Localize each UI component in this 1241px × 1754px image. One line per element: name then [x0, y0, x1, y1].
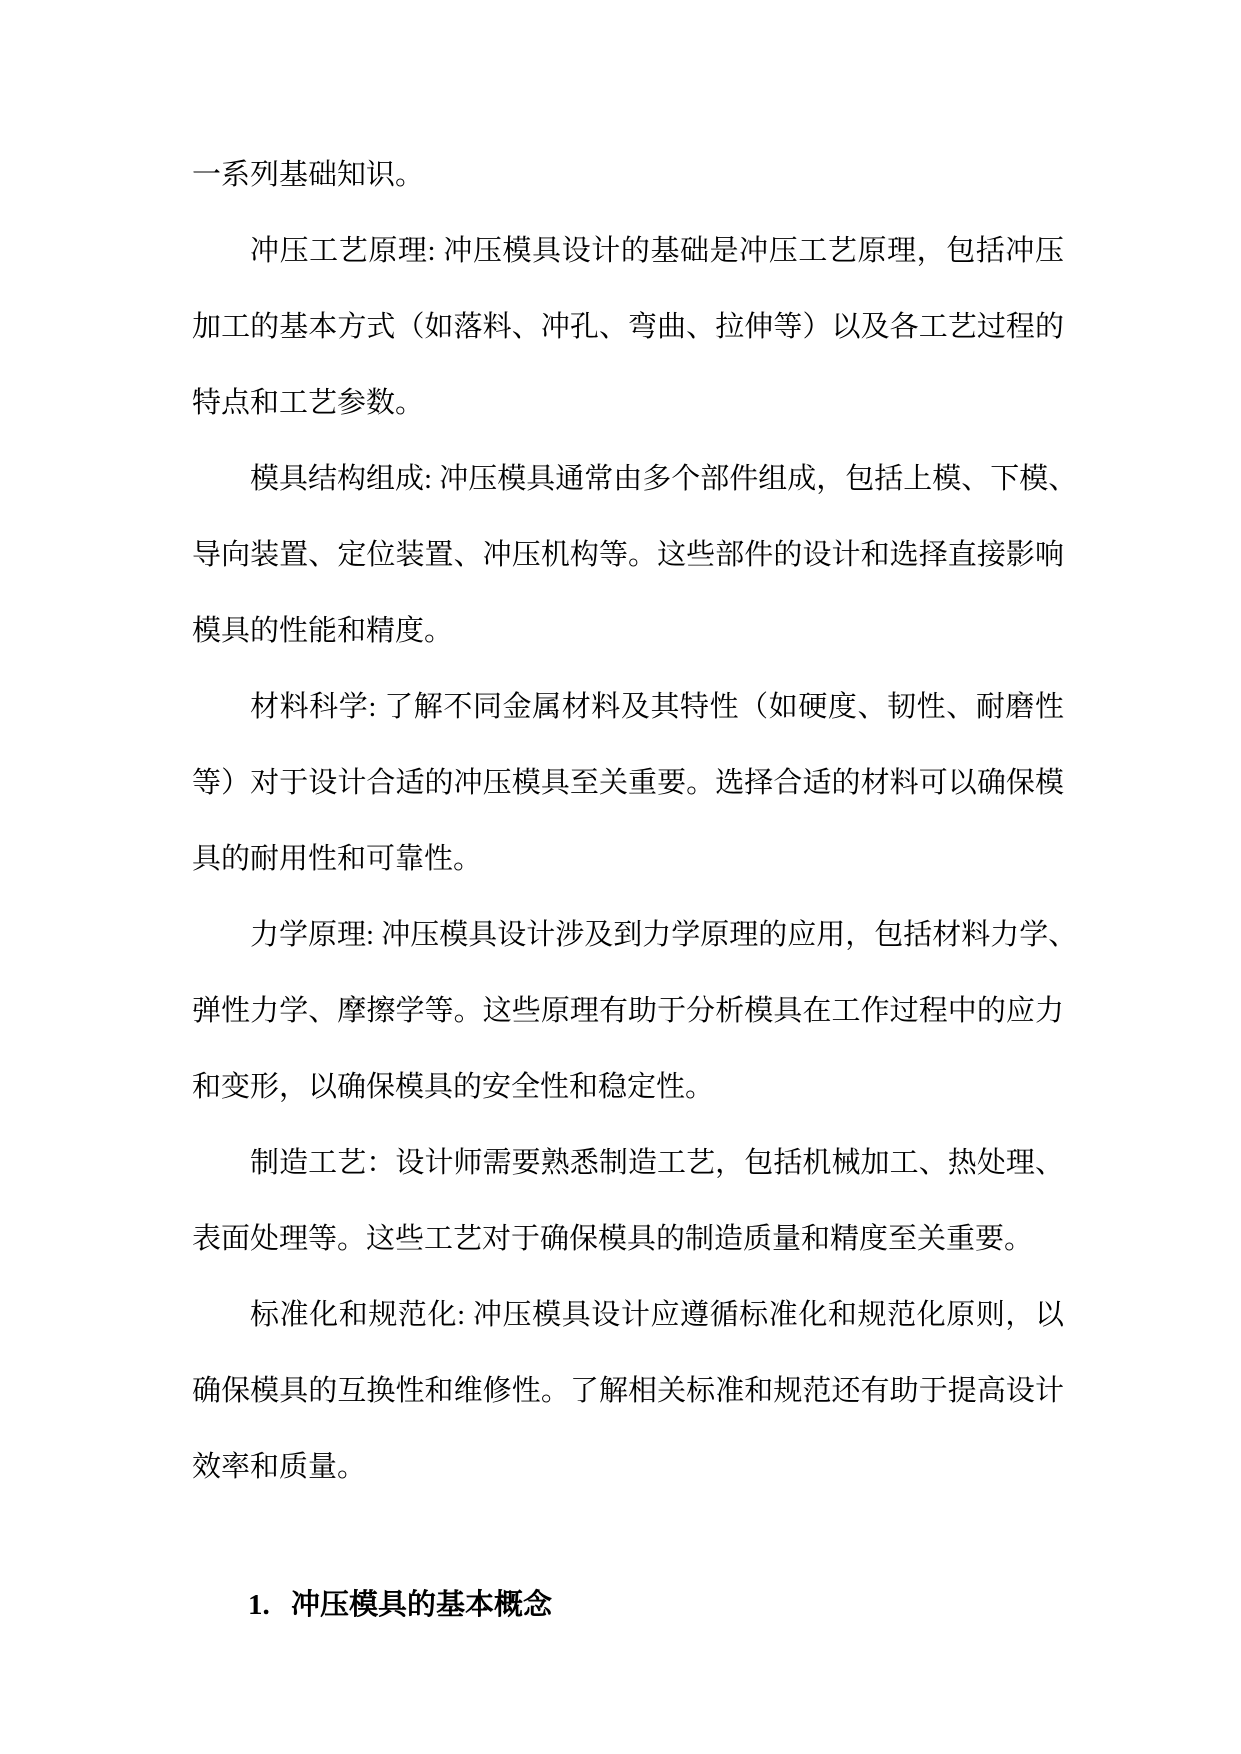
paragraph-line: 制造工艺：设计师需要熟悉制造工艺，包括机械加工、热处理、 — [250, 1147, 1064, 1179]
paragraph-line: 冲压工艺原理: 冲压模具设计的基础是冲压工艺原理，包括冲压 — [250, 235, 1064, 267]
section-heading — [248, 1567, 552, 1643]
paragraph-line: 确保模具的互换性和维修性。了解相关标准和规范还有助于提高设计 — [192, 1375, 1064, 1407]
section-title: 冲压模具的基本概念 — [291, 1589, 553, 1621]
paragraph-manufacturing — [192, 1125, 1064, 1277]
paragraph-material-science — [192, 669, 1064, 897]
paragraph-line: 表面处理等。这些工艺对于确保模具的制造质量和精度至关重要。 — [192, 1223, 1034, 1255]
paragraph-line: 模具的性能和精度。 — [192, 615, 454, 647]
paragraph-line: 力学原理: 冲压模具设计涉及到力学原理的应用，包括材料力学、 — [250, 919, 1078, 951]
section-number: 1. — [248, 1589, 270, 1621]
paragraph-line: 特点和工艺参数。 — [192, 387, 425, 419]
paragraph-mechanics — [192, 897, 1078, 1125]
paragraph-stamping-process — [192, 213, 1064, 441]
paragraph-line: 效率和质量。 — [192, 1451, 367, 1483]
paragraph-line: 一系列基础知识。 — [192, 159, 425, 191]
paragraph-line: 弹性力学、摩擦学等。这些原理有助于分析模具在工作过程中的应力 — [192, 995, 1064, 1027]
paragraph-line: 标准化和规范化: 冲压模具设计应遵循标准化和规范化原则，以 — [250, 1299, 1064, 1331]
paragraph-line: 导向装置、定位装置、冲压机构等。这些部件的设计和选择直接影响 — [192, 539, 1064, 571]
paragraph-line: 和变形，以确保模具的安全性和稳定性。 — [192, 1071, 715, 1103]
body-text — [192, 137, 1078, 1505]
paragraph-die-structure — [192, 441, 1078, 669]
paragraph-line: 具的耐用性和可靠性。 — [192, 843, 483, 875]
paragraph-intro-tail — [192, 137, 1064, 213]
paragraph-line: 加工的基本方式（如落料、冲孔、弯曲、拉伸等）以及各工艺过程的 — [192, 311, 1064, 343]
paragraph-line: 等）对于设计合适的冲压模具至关重要。选择合适的材料可以确保模 — [192, 767, 1064, 799]
paragraph-line: 材料科学: 了解不同金属材料及其特性（如硬度、韧性、耐磨性 — [250, 691, 1064, 723]
paragraph-standardization — [192, 1277, 1064, 1505]
paragraph-line: 模具结构组成: 冲压模具通常由多个部件组成，包括上模、下模、 — [250, 463, 1078, 495]
